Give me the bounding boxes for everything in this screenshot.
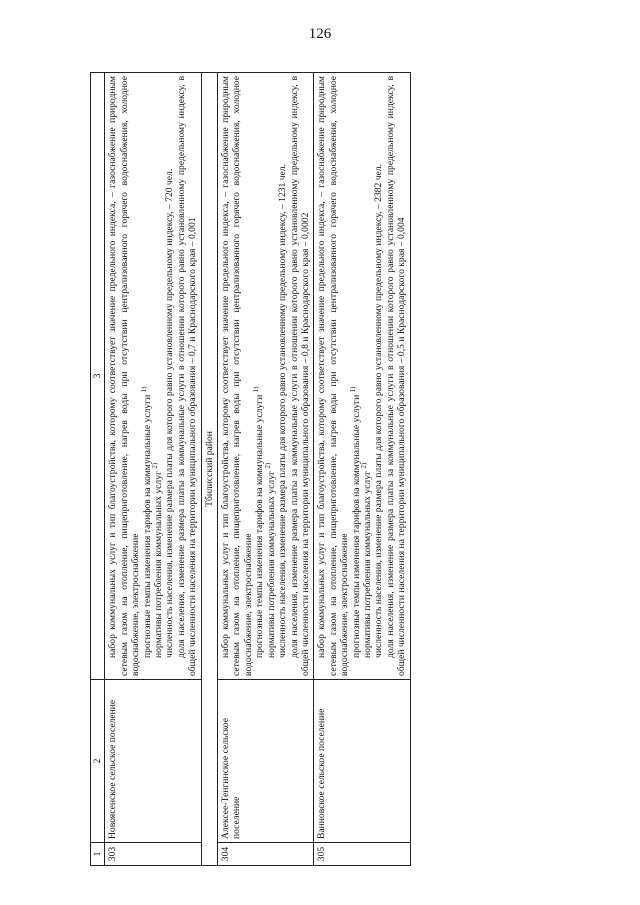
table-row (218, 73, 314, 866)
row-number: 305 (314, 843, 410, 866)
tariff-rates-text: прогнозные темпы изменения тарифов на коммунальные услуги (141, 394, 153, 658)
footnote-mark: 1) (252, 386, 261, 393)
tariff-rates-text: прогнозные темпы изменения тарифов на коммунальные услуги (350, 394, 362, 658)
table-landscape (90, 76, 480, 866)
row-description (105, 73, 201, 680)
population-share-text: доля населения, изменение размера платы за коммунальные услуги в отношении которого равно установленному предельному индексу, в общей численности населения на территории муниципального образования – 0,7 и Краснодарского края – 0,001 (175, 76, 199, 676)
tariff-table (90, 72, 411, 866)
tariff-rates-text: прогнозные темпы изменения тарифов на коммунальные услуги (254, 394, 266, 658)
table-row (314, 73, 410, 866)
row-number: 304 (218, 843, 314, 866)
district-row (201, 73, 217, 866)
header-col-1: 1 (91, 843, 105, 866)
norms-line (150, 76, 165, 676)
tariff-rates-line (348, 76, 362, 676)
footnote-mark: 2) (150, 462, 159, 469)
services-set-text: набор коммунальных услуг и тип благоустройства, которому соответствует значение предельного индекса, – газоснабжение природным сетевым газом на отопление, пищеприготовление, нагрев воды при отсутствии централизованного горячего водоснабжения, холодное водоснабжение, электроснабжение (220, 76, 254, 676)
footnote-mark: 1) (139, 386, 148, 393)
norms-line (263, 76, 277, 676)
header-col-2: 2 (91, 680, 105, 843)
page-number: 126 (308, 26, 332, 42)
row-description (218, 73, 314, 680)
row-number: 303 (105, 843, 201, 866)
population-share-text: доля населения, изменение размера платы за коммунальные услуги в отношении которого равно установленному предельному индексу, в общей численности населения на территории муниципального образования – 0,8 и Краснодарского края – 0,0002 (288, 76, 311, 676)
footnote-mark: 2) (263, 462, 272, 469)
population-text: численность населения, изменение размера платы для которого равно установленному предельному индексу, – 2382 чел. (373, 164, 385, 658)
settlement-name: Алексее-Тенгинское сельское поселение (218, 680, 314, 843)
footnote-mark: 1) (348, 386, 357, 393)
services-set-text: набор коммунальных услуг и тип благоустройства, которому соответствует значение предельного индекса, – газоснабжение природным сетевым газом на отопление, пищеприготовление, нагрев воды при отсутствии централизованного горячего водоснабжения, холодное водоснабжение, электроснабжение (107, 76, 142, 676)
rotated-table-container (90, 76, 480, 866)
district-name: Тбилисский район (201, 73, 217, 866)
norms-text: нормативы потребления коммунальных услуг (153, 471, 165, 658)
tariff-rates-line (139, 76, 153, 676)
settlement-name: Новоясенское сельское поселение (105, 680, 201, 843)
footnote-mark: 2) (359, 462, 368, 469)
norms-text: нормативы потребления коммунальных услуг (361, 471, 373, 658)
norms-text: нормативы потребления коммунальных услуг (265, 471, 277, 658)
table-header-row (91, 73, 105, 866)
table-row (105, 73, 201, 866)
population-text: численность населения, изменение размера платы для которого равно установленному предельному индексу, – 1231 чел. (277, 164, 289, 658)
settlement-name: Ванновское сельское поселение (314, 680, 410, 843)
tariff-rates-line (254, 76, 265, 676)
row-description (314, 73, 410, 680)
norms-line (359, 76, 373, 676)
services-set-text: набор коммунальных услуг и тип благоустройства, которому соответствует значение предельного индекса, – газоснабжение природным сетевым газом на отопление, пищеприготовление, нагрев воды при отсутствии централизованного горячего водоснабжения, холодное водоснабжение, электроснабжение (316, 76, 351, 676)
population-share-text: доля населения, изменение размера платы за коммунальные услуги в отношении которого равно установленному предельному индексу, в общей численности населения на территории муниципального образования – 0,5 и Краснодарского края – 0,004 (384, 76, 408, 676)
population-text: численность населения, изменение размера платы для которого равно установленному предельному индексу, – 720 чел. (164, 168, 176, 658)
header-col-3: 3 (91, 73, 105, 680)
